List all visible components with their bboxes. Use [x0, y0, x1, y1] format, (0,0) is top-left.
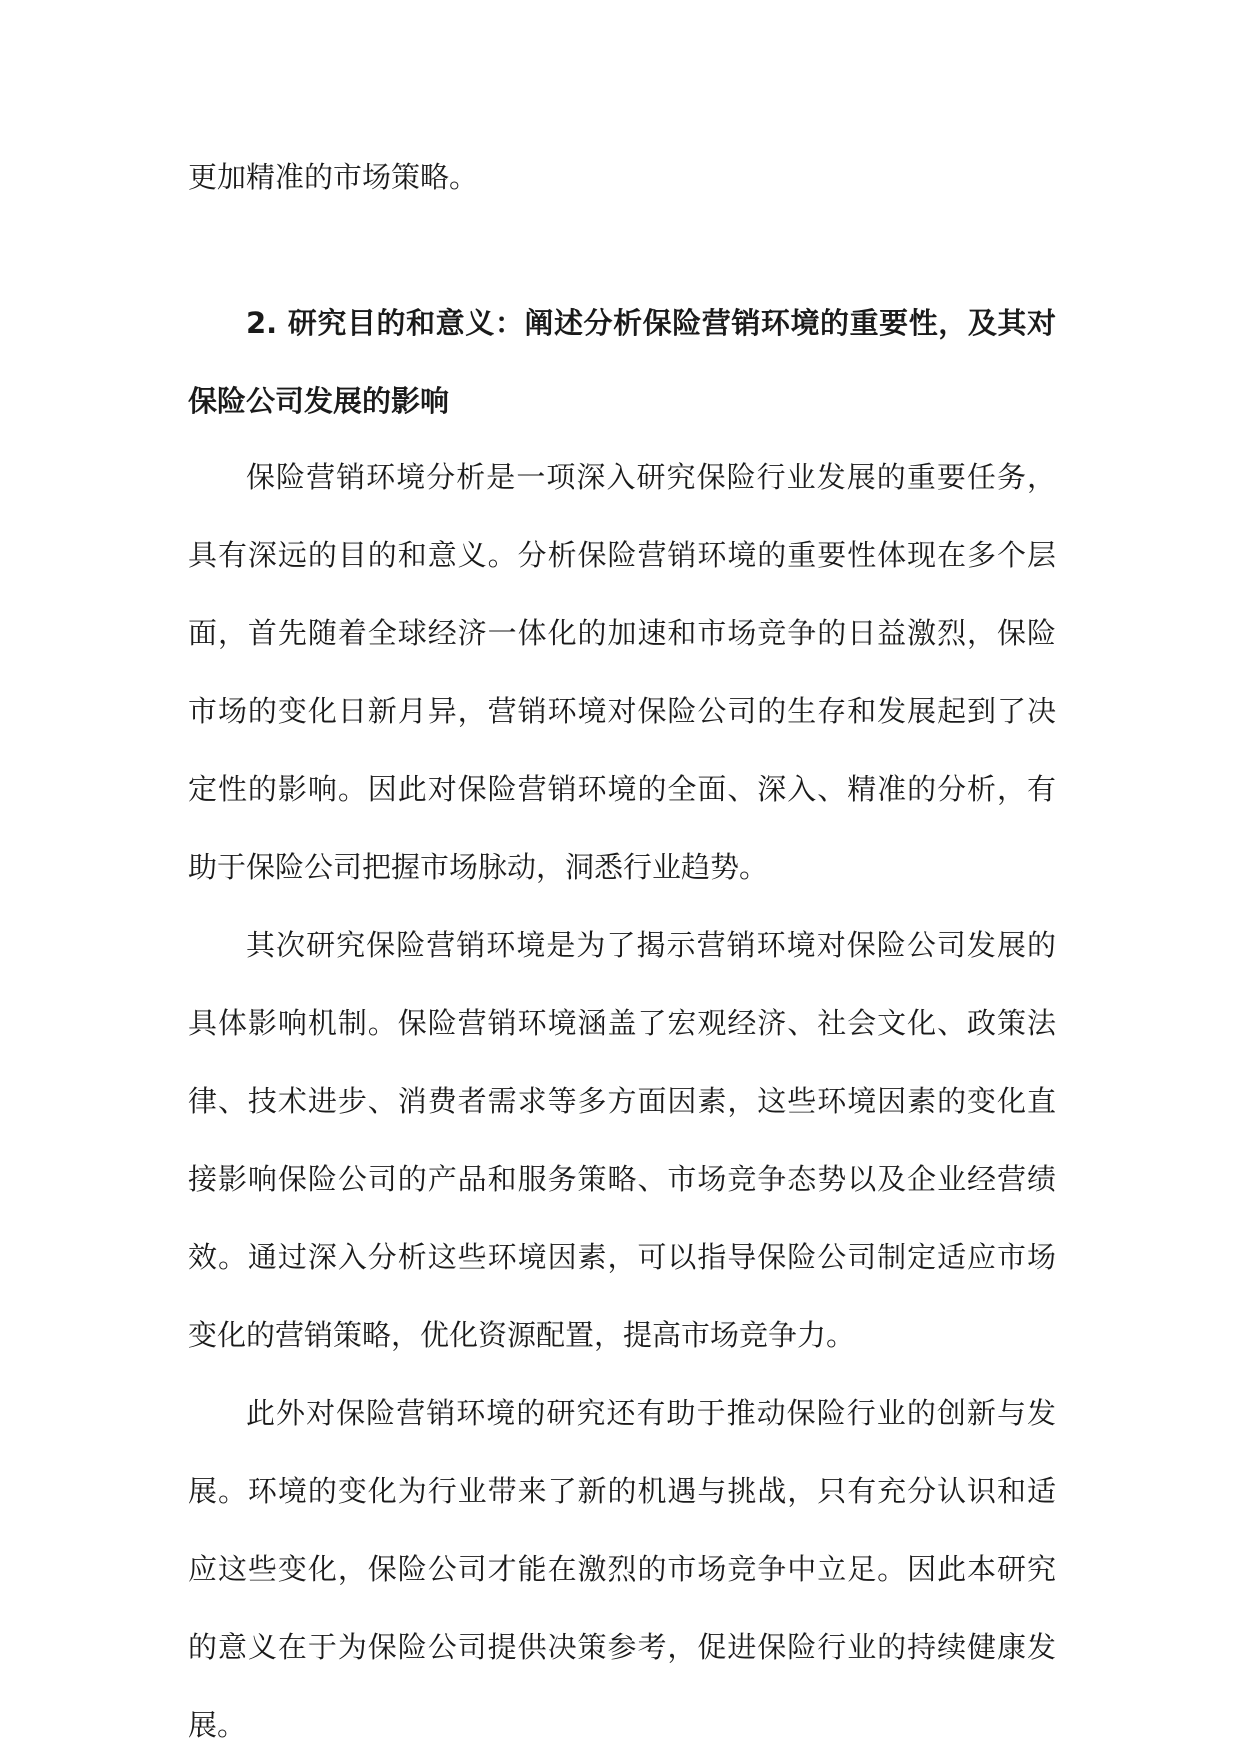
section-heading: 2. 研究目的和意义：阐述分析保险营销环境的重要性，及其对保险公司发展的影响 [188, 306, 1056, 418]
paragraph-2: 其次研究保险营销环境是为了揭示营销环境对保险公司发展的具体影响机制。保险营销环境涵盖了宏观经济、社会文化、政策法律、技术进步、消费者需求等多方面因素，这些环境因素的变化直接影响保险公司的产品和服务策略、市场竞争态势以及企业经营绩效。通过深入分析这些环境因素，可以指导保险公司制定适应市场变化的营销策略，优化资源配置，提高市场竞争力。 [188, 928, 1056, 1352]
paragraph-3: 此外对保险营销环境的研究还有助于推动保险行业的创新与发展。环境的变化为行业带来了新的机遇与挑战，只有充分认识和适应这些变化，保险公司才能在激烈的市场竞争中立足。因此本研究的意义在于为保险公司提供决策参考，促进保险行业的持续健康发展。 [188, 1396, 1056, 1742]
paragraph-1: 保险营销环境分析是一项深入研究保险行业发展的重要任务，具有深远的目的和意义。分析保险营销环境的重要性体现在多个层面，首先随着全球经济一体化的加速和市场竞争的日益激烈，保险市场的变化日新月异，营销环境对保险公司的生存和发展起到了决定性的影响。因此对保险营销环境的全面、深入、精准的分析，有助于保险公司把握市场脉动，洞悉行业趋势。 [188, 460, 1056, 884]
paragraph-continuation: 更加精准的市场策略。 [188, 160, 479, 194]
document-body [188, 138, 1056, 1764]
